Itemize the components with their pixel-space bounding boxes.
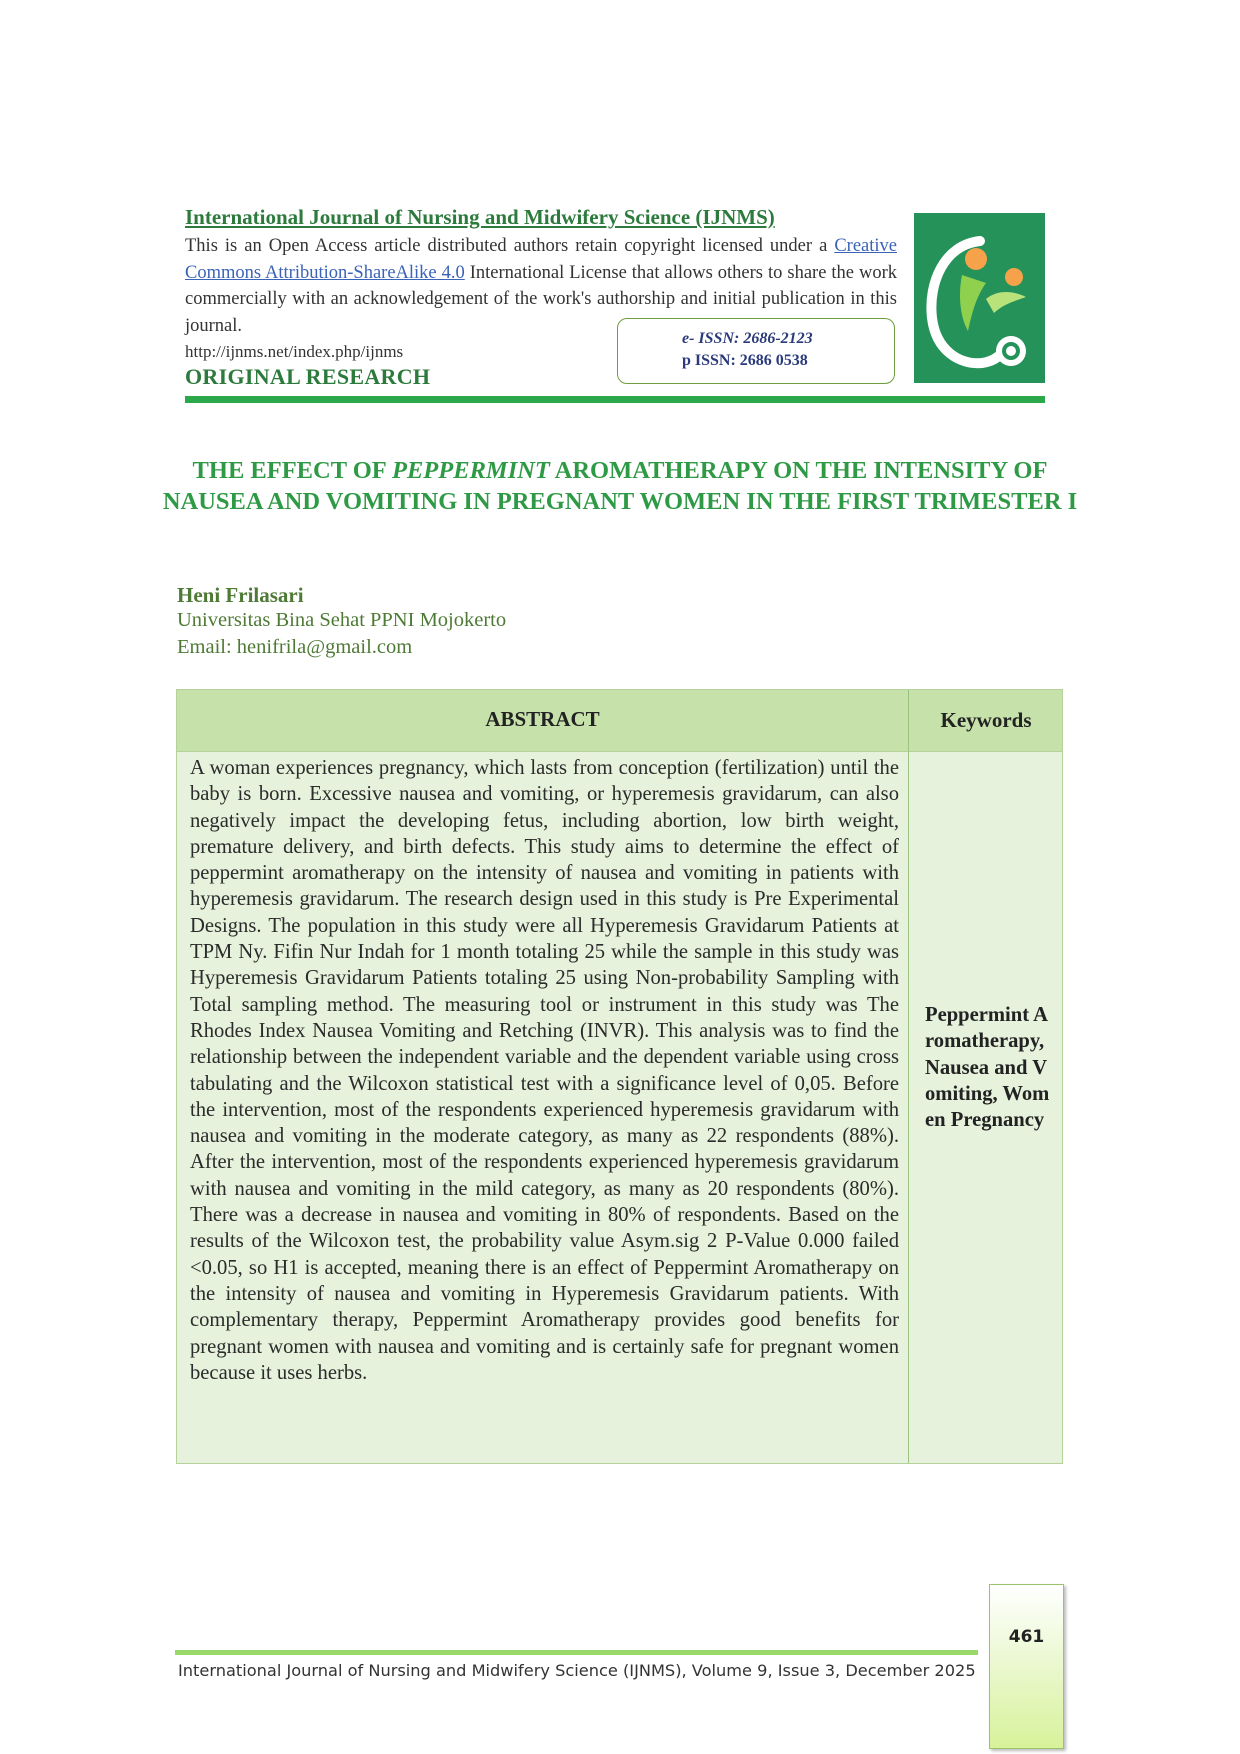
section-label: ORIGINAL RESEARCH: [185, 364, 431, 389]
abstract-heading: ABSTRACT: [485, 707, 600, 731]
author-email[interactable]: Email: henifrila@gmail.com: [177, 636, 413, 658]
stethoscope-mother-child-icon: [914, 213, 1045, 383]
footer-citation: International Journal of Nursing and Midwifery Science (IJNMS), Volume 9, Issue 3, December 2025: [178, 1661, 976, 1680]
issn-box: [617, 318, 895, 384]
header-divider: [185, 396, 1045, 403]
abstract-text: A woman experiences pregnancy, which lasts from conception (fertilization) until the baby is born. Excessive nausea and vomiting, or hyperemesis gravidarum, can also negatively impact the developing fetus, including abortion, low birth weight, premature delivery, and birth defects. This study aims to determine the effect of peppermint aromatherapy on the intensity of nausea and vomiting in patients with hyperemesis gravidarum. The research design used in this study is Pre Experimental Designs. The population in this study were all Hyperemesis Gravidarum Patients at TPM Ny. Fifin Nur Indah for 1 month totaling 25 while the sample in this study was Hyperemesis Gravidarum Patients totaling 25 using Non-probability Sampling with Total sampling method. The measuring tool or instrument in this study was The Rhodes Index Nausea Vomiting and Retching (INVR). This analysis was to find the relationship between the independent variable and the dependent variable using cross tabulating and the Wilcoxon statistical test with a significance level of 0,05. Before the intervention, most of the respondents experienced hyperemesis gravidarum with nausea and vomiting in the moderate category, as many as 22 respondents (88%). After the intervention, most of the respondents experienced hyperemesis gravidarum with nausea and vomiting in the mild category, as many as 20 respondents (80%). There was a decrease in nausea and vomiting in 80% of respondents. Based on the results of the Wilcoxon test, the probability value Asym.sig 2 P-Value 0.000 failed <0.05, so H1 is accepted, meaning there is an effect of Peppermint Aromatherapy on the intensity of nausea and vomiting in Hyperemesis Gravidarum patients. With complementary therapy, Peppermint Aromatherapy provides good benefits for pregnant women with nausea and vomiting and is certainly safe for pregnant women because it uses herbs.: [190, 757, 899, 1384]
paper-title: [160, 455, 1080, 517]
license-text-post: International License that allows others to share the work commercially with an acknowledgement of the work's authorship and initial publication in this journal.: [185, 262, 897, 336]
author-affiliation: Universitas Bina Sehat PPNI Mojokerto: [177, 609, 507, 631]
e-issn: e- ISSN: 2686-2123: [682, 330, 813, 347]
license-text-pre: This is an Open Access article distributed authors retain copyright licensed under a: [185, 236, 835, 256]
page-number: 461: [1008, 1627, 1045, 1647]
keywords-heading: Keywords: [940, 708, 1032, 732]
journal-title[interactable]: International Journal of Nursing and Midwifery Science (IJNMS): [185, 205, 775, 229]
creative-commons-link[interactable]: Creative Commons Attribution-ShareAlike 4.0: [185, 236, 897, 283]
title-part-2: AROMATHERAPY ON THE INTENSITY OF NAUSEA AND VOMITING IN PREGNANT WOMEN IN THE FIRST TRIMESTER I: [162, 457, 1078, 515]
title-part-1: THE EFFECT OF: [192, 457, 392, 484]
journal-logo: [914, 213, 1045, 383]
page-number-tab: [989, 1584, 1064, 1749]
author-name: Heni Frilasari: [177, 583, 304, 607]
title-italic-term: PEPPERMINT: [391, 457, 550, 484]
journal-url[interactable]: http://ijnms.net/index.php/ijnms: [185, 342, 404, 361]
p-issn: p ISSN: 2686 0538: [682, 352, 808, 369]
keywords-list: Peppermint Aromatherapy, Nausea and Vomiting, Women Pregnancy: [925, 1004, 1050, 1132]
footer-divider: [175, 1650, 978, 1655]
